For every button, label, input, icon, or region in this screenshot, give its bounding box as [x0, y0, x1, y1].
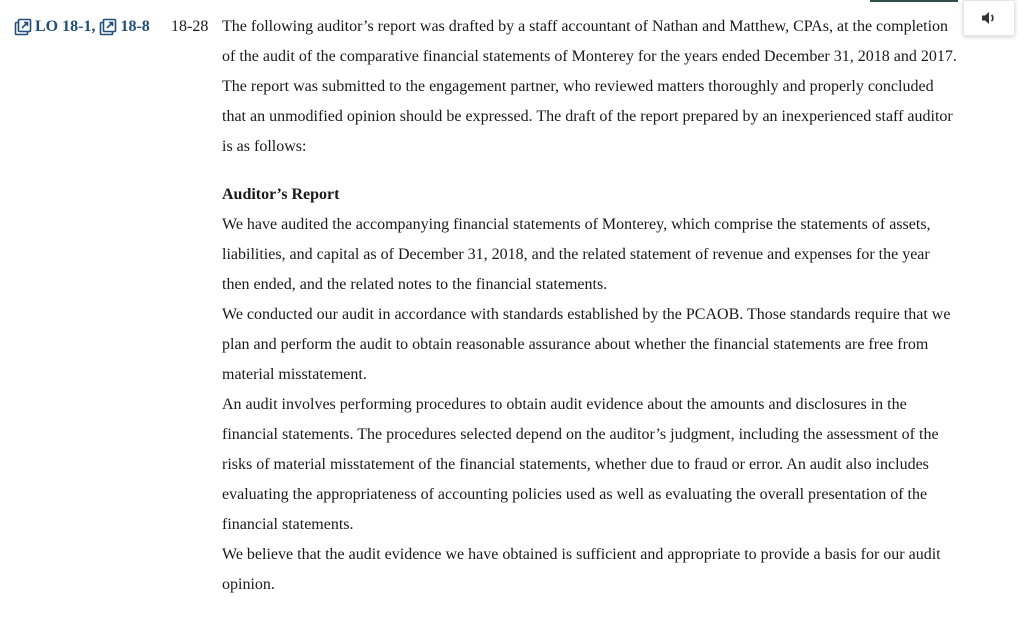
speaker-icon [981, 10, 997, 26]
report-paragraph: We believe that the audit evidence we have obtained is sufficient and appropriate to provide a basis for our audit opinion. [222, 546, 941, 593]
lo-label: LO 18-1, [35, 18, 96, 35]
external-link-icon [14, 18, 32, 36]
problem-intro: The following auditor’s report was drafted by a staff accountant of Nathan and Matthew, CPAs, at the completion of the audit of the comparative financial statements of Monterey for the years ended December 31, 2018 and 2017. The report was submitted to the engagement partner, who reviewed matters thoroughly and properly concluded that an unmodified opinion should be expressed. The draft of the report prepared by an inexperienced staff auditor is as follows: [222, 18, 957, 155]
problem-number: 18-28 [171, 18, 209, 35]
problem-content [222, 12, 957, 600]
learning-objectives [14, 16, 150, 38]
lo-label: 18-8 [120, 18, 150, 35]
report-paragraph: An audit involves performing procedures to obtain audit evidence about the amounts and disclosures in the financial statements. The procedures selected depend on the auditor’s judgment, including the assessment of the risks of material misstatement of the financial statements, whether due to fraud or error. An audit also includes evaluating the appropriateness of accounting policies used as well as evaluating the overall presentation of the financial statements. [222, 396, 939, 533]
lo-link-18-1[interactable] [14, 18, 95, 36]
report-paragraph: We conducted our audit in accordance with standards established by the PCAOB. Those standards require that we plan and perform the audit to obtain reasonable assurance about whether the financial statements are free from material misstatement. [222, 306, 951, 383]
audio-button[interactable] [963, 0, 1015, 36]
report-paragraph: We have audited the accompanying financial statements of Monterey, which comprise the statements of assets, liabilities, and capital as of December 31, 2018, and the related statement of revenue and expenses for the year then ended, and the related notes to the financial statements. [222, 216, 931, 293]
external-link-icon [99, 18, 117, 36]
lo-link-18-8[interactable] [99, 18, 149, 36]
report-heading: Auditor’s Report [222, 186, 340, 203]
top-divider [870, 0, 958, 2]
